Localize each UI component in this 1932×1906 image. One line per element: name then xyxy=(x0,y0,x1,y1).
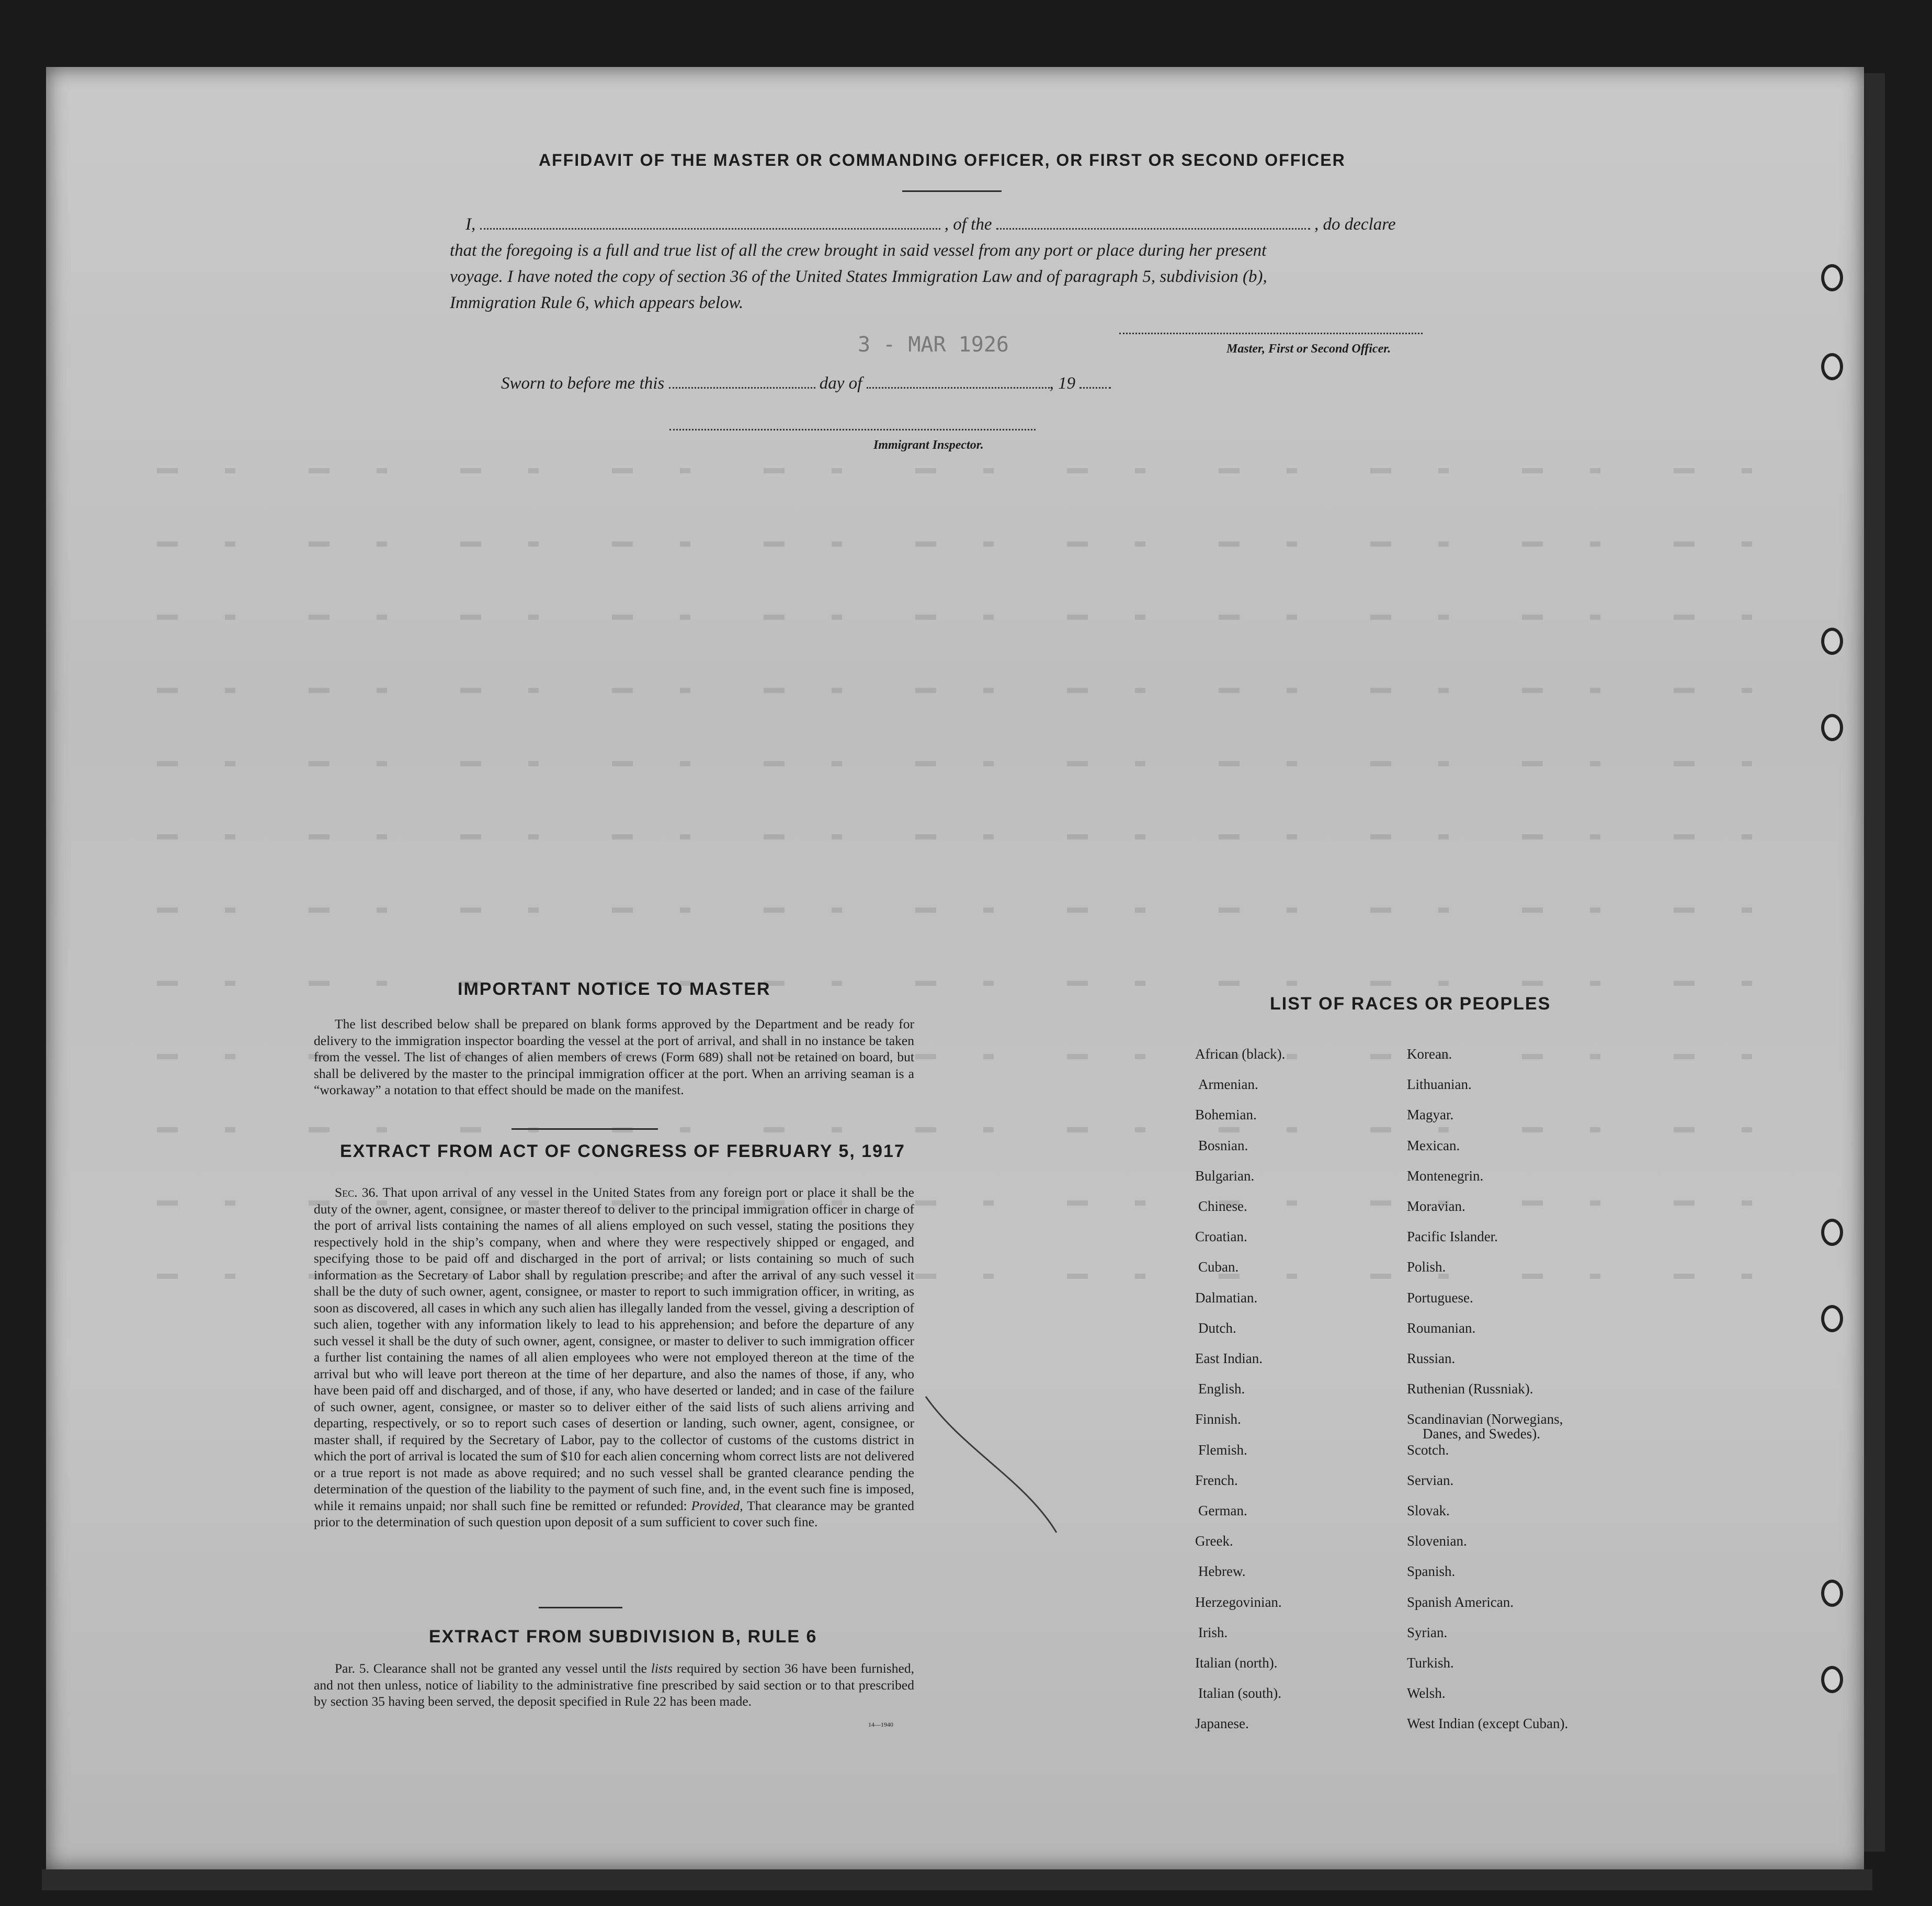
race-item: Bosnian. xyxy=(1198,1137,1248,1153)
race-item: English. xyxy=(1198,1381,1245,1397)
act-title: EXTRACT FROM ACT OF CONGRESS OF FEBRUARY 5, 1917 xyxy=(340,1141,905,1161)
act-sec: Sec. 36. xyxy=(335,1185,379,1200)
sworn-line xyxy=(501,370,1111,396)
binder-hole xyxy=(1821,628,1843,655)
race-item: Bohemian. xyxy=(1195,1107,1257,1123)
pen-stroke xyxy=(920,1386,1077,1543)
rule-lists: lists xyxy=(651,1661,673,1676)
binder-hole xyxy=(1821,1305,1843,1332)
year-text: , 19 xyxy=(1049,374,1076,393)
decl-do-declare: , do declare xyxy=(1314,215,1396,234)
race-item: Servian. xyxy=(1407,1472,1454,1488)
race-item: Montenegrin. xyxy=(1407,1167,1484,1184)
page-edge-right xyxy=(1864,73,1885,1852)
race-item: Polish. xyxy=(1407,1259,1446,1275)
race-item: Roumanian. xyxy=(1407,1320,1476,1336)
act-text xyxy=(314,1184,914,1530)
race-item: Lithuanian. xyxy=(1407,1076,1472,1093)
race-item: German. xyxy=(1198,1503,1247,1518)
race-item: Korean. xyxy=(1407,1046,1452,1062)
race-item: Flemish. xyxy=(1198,1442,1247,1458)
race-item: Irish. xyxy=(1198,1624,1228,1640)
binder-hole xyxy=(1821,1219,1843,1246)
binder-hole xyxy=(1821,714,1843,741)
race-item: Danes, and Swedes). xyxy=(1423,1426,1540,1442)
race-item: Italian (south). xyxy=(1198,1685,1281,1701)
binder-hole xyxy=(1821,1580,1843,1607)
binder-hole xyxy=(1821,353,1843,380)
notice-title: IMPORTANT NOTICE TO MASTER xyxy=(458,979,771,999)
decl-line-2: that the foregoing is a full and true list of all the crew brought in said vessel from any port or place during her present xyxy=(450,241,1267,260)
affidavit-declaration xyxy=(450,211,1485,316)
race-item: East Indian. xyxy=(1195,1351,1263,1366)
race-item: French. xyxy=(1195,1472,1238,1488)
vessel-blank[interactable] xyxy=(996,228,1310,230)
race-item: Pacific Islander. xyxy=(1407,1229,1498,1245)
act-body: That upon arrival of any vessel in the United States from any foreign port or place it shall be the duty of the owner, agent, consignee, or master thereof to deliver to the principal immigration officer in charge of the port of arrival lists containing the names of all aliens employed on such vessel, stating the positions they respectively hold in the ship’s company, when and where they were respectively shipped or engaged, and specifying those to be paid off and discharged in the port of arrival; or lists containing so much of such information as the Secretary of Labor shall by regulation prescribe; and after the arrival of any such vessel it shall be the duty of such owner, agent, consignee, or master to report to such immigration officer, in writing, as soon as discovered, all cases in which any such alien has illegally landed from the vessel, giving a description of such alien, together with any information likely to lead to his apprehension; and before the departure of any such vessel it shall be the duty of such owner, agent, consignee, or master to deliver to such immigration officer a further list containing the names of all alien employees who were not employed thereon at the time of the arrival but who will leave port thereon at the time of her departure, and also the names of those, if any, who have been paid off and discharged, and of those, if any, who have deserted or landed; and in case of the failure of such owner, agent, consignee, or master so to deliver either of the said lists of such aliens arriving and departing, respectively, or so to report such cases of desertion or landing, such owner, agent, consignee, or master shall, if required by the Secretary of Labor, pay to the collector of customs of the customs district in which the port of arrival is located the sum of $10 for each alien concerning whom correct lists are not delivered or a true report is not made as above required; and no such vessel shall be granted clearance pending the determination of the question of the liability to the payment of such fine, and, in the event such fine is imposed, while it remains unpaid; nor shall such fine be remitted or refunded: xyxy=(314,1185,914,1513)
race-item: Japanese. xyxy=(1195,1716,1249,1732)
race-item: Italian (north). xyxy=(1195,1655,1278,1671)
rule-title: EXTRACT FROM SUBDIVISION B, RULE 6 xyxy=(429,1627,817,1647)
master-signature-blank[interactable] xyxy=(1119,333,1423,334)
day-of-text: day of xyxy=(819,374,862,393)
decl-i: I, xyxy=(465,215,476,234)
act-rule xyxy=(539,1607,622,1608)
race-item: West Indian (except Cuban). xyxy=(1407,1716,1569,1732)
rule-text xyxy=(314,1660,914,1710)
rule-par: Par. 5. xyxy=(335,1661,369,1676)
month-blank[interactable] xyxy=(867,387,1050,389)
race-item: Slovak. xyxy=(1407,1503,1450,1518)
races-title: LIST OF RACES OR PEOPLES xyxy=(1270,994,1551,1014)
inspector-signature-blank[interactable] xyxy=(669,429,1036,430)
race-item: Greek. xyxy=(1195,1533,1233,1549)
page-edge-bottom xyxy=(42,1869,1872,1890)
race-item: Dalmatian. xyxy=(1195,1289,1258,1306)
decl-line-3: voyage. I have noted the copy of section 36 of the United States Immigration Law and of paragraph 5, subdivision (b), xyxy=(450,267,1267,286)
form-number: 14—1940 xyxy=(868,1721,893,1728)
race-item: Bulgarian. xyxy=(1195,1167,1255,1184)
race-item: Welsh. xyxy=(1407,1685,1446,1701)
race-item: Magyar. xyxy=(1407,1107,1454,1123)
race-item: Spanish. xyxy=(1407,1563,1456,1580)
rule-text-b: required by section 36 have been furnished, and not then unless, notice of liability to the administrative fine prescribed by said section or to that prescribed by section 35 having been served, the deposit specified in Rule 22 has been made. xyxy=(314,1661,915,1709)
race-item: Croatian. xyxy=(1195,1229,1247,1245)
act-provided: Provided, xyxy=(691,1497,743,1513)
race-item: Scandinavian (Norwegians, xyxy=(1407,1411,1563,1427)
race-item: Finnish. xyxy=(1195,1411,1241,1427)
race-item: Slovenian. xyxy=(1407,1533,1467,1549)
act-body-end: That clearance may be granted prior to the determination of such question upon deposit of a sum sufficient to cover such fine. xyxy=(314,1497,914,1529)
race-item: Hebrew. xyxy=(1198,1563,1246,1580)
race-item: Moravian. xyxy=(1407,1198,1465,1214)
race-item: Mexican. xyxy=(1407,1137,1460,1153)
race-item: Dutch. xyxy=(1198,1320,1236,1336)
race-item: Chinese. xyxy=(1198,1198,1247,1214)
year-blank[interactable] xyxy=(1079,387,1111,389)
race-item: Herzegovinian. xyxy=(1195,1594,1282,1610)
master-label: Master, First or Second Officer. xyxy=(1226,342,1391,356)
race-item: Syrian. xyxy=(1407,1624,1448,1640)
sworn-text: Sworn to before me this xyxy=(501,374,665,393)
race-item: Portuguese. xyxy=(1407,1289,1473,1306)
binder-hole xyxy=(1821,264,1843,291)
decl-of-the: , of the xyxy=(944,215,992,234)
notice-text: The list described below shall be prepared on blank forms approved by the Department and be ready for delivery to the immigration inspector boarding the vessel at the port of arrival, and shall in no instance be taken from the vessel. The list of changes of alien members of crews (Form 689) shall not be retained on board, but shall be delivered by the master to the principal immigration officer at the port. When an arriving seaman is a “workaway” a notation to that effect should be made on the manifest. xyxy=(314,1016,914,1097)
race-item: Turkish. xyxy=(1407,1655,1454,1671)
race-item: Scotch. xyxy=(1407,1442,1449,1458)
race-item: Spanish American. xyxy=(1407,1594,1514,1610)
day-blank[interactable] xyxy=(669,387,815,389)
race-item: Armenian. xyxy=(1198,1076,1258,1093)
notice-rule xyxy=(512,1128,658,1130)
date-stamp: 3 - MAR 1926 xyxy=(858,333,1009,357)
title-underline xyxy=(902,190,1002,192)
inspector-label: Immigrant Inspector. xyxy=(873,438,984,452)
binder-hole xyxy=(1821,1666,1843,1693)
name-blank[interactable] xyxy=(480,228,940,230)
race-item: Russian. xyxy=(1407,1351,1456,1366)
race-item: Ruthenian (Russniak). xyxy=(1407,1381,1533,1397)
decl-line-4: Immigration Rule 6, which appears below. xyxy=(450,293,744,312)
rule-text-a: Clearance shall not be granted any vessel until the xyxy=(373,1661,647,1676)
affidavit-title: AFFIDAVIT OF THE MASTER OR COMMANDING OFFICER, OR FIRST OR SECOND OFFICER xyxy=(539,151,1346,169)
race-item: Cuban. xyxy=(1198,1259,1239,1275)
race-item: African (black). xyxy=(1195,1046,1286,1062)
